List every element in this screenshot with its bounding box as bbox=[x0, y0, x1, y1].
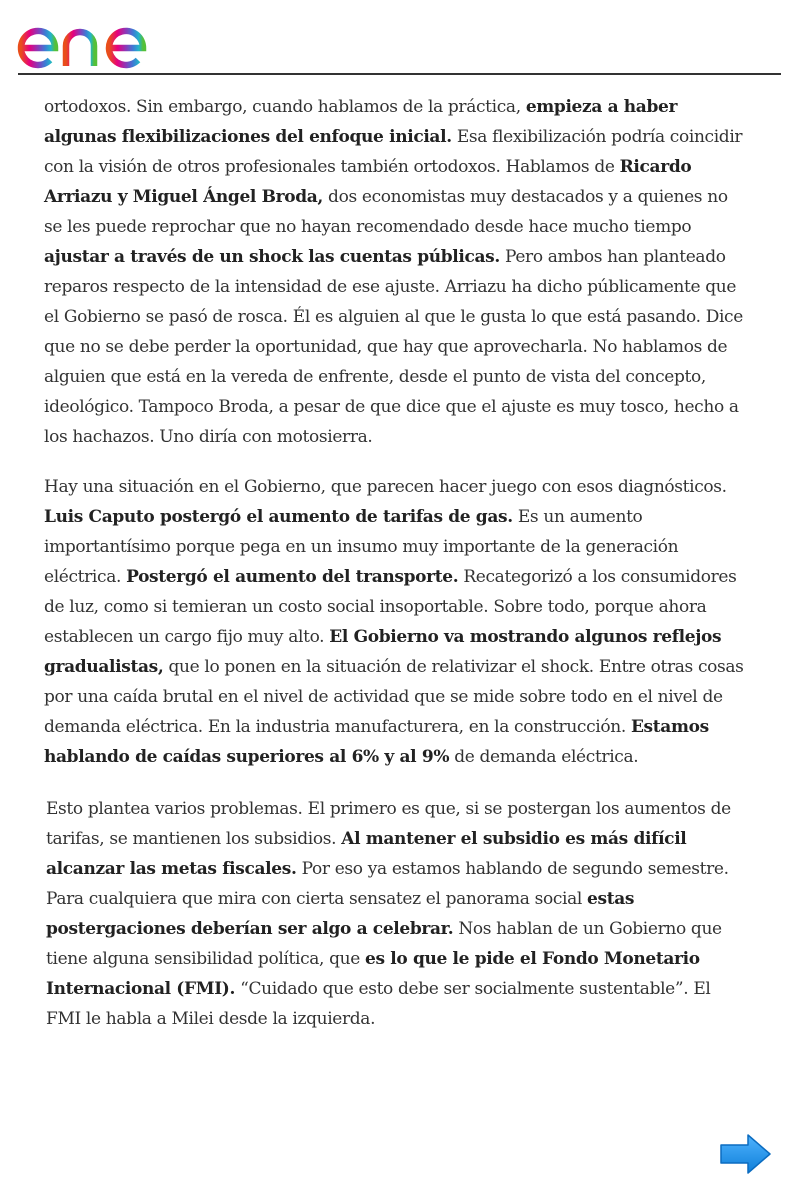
bold-text-run: Postergó el aumento del transporte. bbox=[126, 567, 459, 587]
enel-logo bbox=[16, 8, 181, 70]
paragraph bbox=[44, 92, 744, 452]
text-run: de demanda eléctrica. bbox=[449, 747, 639, 767]
text-run: Nos hablan de un Gobierno que tiene alguna sensibilidad política, que bbox=[46, 919, 722, 969]
bold-text-run: El Gobierno va mostrando algunos reflejos gradualistas, bbox=[44, 627, 722, 677]
text-run: Esto plantea varios problemas. El primero es que, si se postergan los aumentos de tarifas, se mantienen los subsidios. bbox=[46, 799, 731, 849]
header bbox=[0, 0, 800, 76]
arrow-right-icon[interactable] bbox=[716, 1130, 774, 1178]
text-run: Hay una situación en el Gobierno, que parecen hacer juego con esos diagnósticos. bbox=[44, 477, 727, 497]
text-run: ortodoxos. Sin embargo, cuando hablamos de la práctica, bbox=[44, 97, 526, 117]
text-run: que lo ponen en la situación de relativizar el shock. Entre otras cosas por una caída brutal en el nivel de actividad que se mide sobre todo en el nivel de demanda eléctrica. En la industria manufacturera, en la construcción. bbox=[44, 657, 744, 737]
text-run: Por eso ya estamos hablando de segundo semestre. Para cualquiera que mira con cierta sensatez el panorama social bbox=[46, 859, 729, 909]
bold-text-run: Al mantener el subsidio es más difícil alcanzar las metas fiscales. bbox=[46, 829, 687, 879]
text-run: Pero ambos han planteado reparos respecto de la intensidad de ese ajuste. Arriazu ha dicho públicamente que el Gobierno se pasó de rosca. Él es alguien al que le gusta lo que está pasando. Dice que no se debe perder la oportunidad, que hay que aprovecharla. No hablamos de alguien que está en la vereda de enfrente, desde el punto de vista del concepto, ideológico. Tampoco Broda, a pesar de que dice que el ajuste es muy tosco, hecho a los hachazos. Uno diría con motosierra. bbox=[44, 247, 743, 447]
text-run: Es un aumento importantísimo porque pega en un insumo muy importante de la generación eléctrica. bbox=[44, 507, 679, 587]
article-body bbox=[44, 92, 744, 1054]
bold-text-run: ajustar a través de un shock las cuentas públicas. bbox=[44, 247, 500, 267]
bold-text-run: Ricardo Arriazu y Miguel Ángel Broda, bbox=[44, 157, 692, 207]
bold-text-run: empieza a haber algunas flexibilizaciones del enfoque inicial. bbox=[44, 97, 678, 147]
text-run: dos economistas muy destacados y a quienes no se les puede reprochar que no hayan recomendado desde hace mucho tiempo bbox=[44, 187, 728, 237]
text-run: Esa flexibilización podría coincidir con la visión de otros profesionales también ortodoxos. Hablamos de bbox=[44, 127, 743, 177]
header-divider bbox=[18, 73, 781, 75]
bold-text-run: Estamos hablando de caídas superiores al 6% y al 9% bbox=[44, 717, 709, 767]
bold-text-run: Luis Caputo postergó el aumento de tarifas de gas. bbox=[44, 507, 513, 527]
paragraph bbox=[44, 472, 744, 772]
bold-text-run: es lo que le pide el Fondo Monetario Internacional (FMI). bbox=[46, 949, 700, 999]
text-run: “Cuidado que esto debe ser socialmente sustentable”. El FMI le habla a Milei desde la izquierda. bbox=[46, 979, 711, 1029]
paragraph bbox=[46, 794, 744, 1034]
bold-text-run: estas postergaciones deberían ser algo a celebrar. bbox=[46, 889, 635, 939]
text-run: Recategorizó a los consumidores de luz, como si temieran un costo social insoportable. Sobre todo, porque ahora establecen un cargo fijo muy alto. bbox=[44, 567, 737, 647]
